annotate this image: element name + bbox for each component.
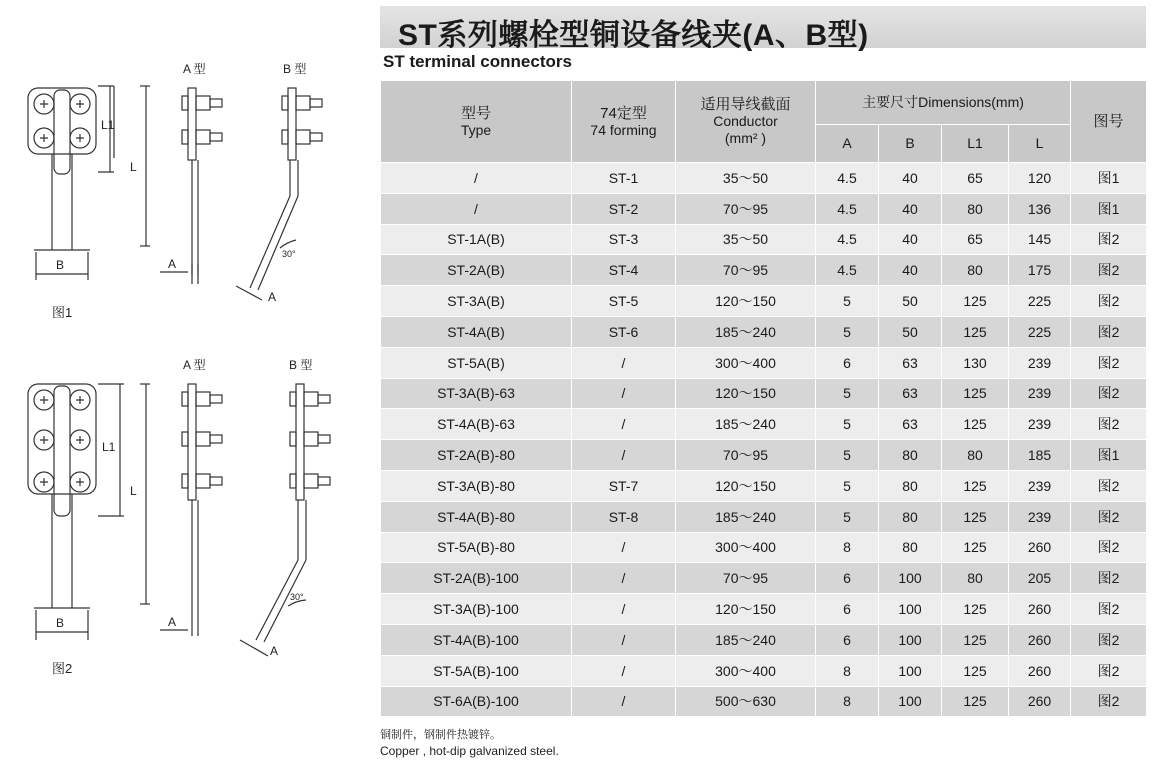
cell-forming: / xyxy=(572,594,676,625)
fig1-side-view-b xyxy=(236,88,322,300)
cell-dim-l: 239 xyxy=(1009,409,1071,440)
cell-dim-l1: 125 xyxy=(942,655,1009,686)
table-row xyxy=(381,286,1147,317)
cell-dim-a: 5 xyxy=(816,409,879,440)
cell-dim-a: 5 xyxy=(816,501,879,532)
fig1-type-b-label: B 型 xyxy=(283,62,307,76)
cell-dim-l: 239 xyxy=(1009,501,1071,532)
cell-conductor: 185～240 xyxy=(676,624,816,655)
cell-dim-l1: 125 xyxy=(942,316,1009,347)
fig1-a-label-right: A xyxy=(268,290,277,304)
cell-type: / xyxy=(381,193,572,224)
table-row xyxy=(381,378,1147,409)
header-conductor: 适用导线截面 Conductor (mm² ) xyxy=(676,81,816,163)
cell-dim-b: 50 xyxy=(879,286,942,317)
cell-dim-a: 8 xyxy=(816,655,879,686)
cell-conductor: 70～95 xyxy=(676,440,816,471)
cell-dim-l: 175 xyxy=(1009,255,1071,286)
fig1-l-label: L xyxy=(130,160,137,174)
title-bar xyxy=(380,6,1146,52)
cell-dim-l1: 80 xyxy=(942,255,1009,286)
cell-dim-l1: 80 xyxy=(942,193,1009,224)
fig1-front-view xyxy=(28,86,150,280)
fig2-a-label-left: A xyxy=(168,615,177,629)
header-type: 型号 Type xyxy=(381,81,572,163)
cell-type: ST-5A(B)-100 xyxy=(381,655,572,686)
cell-dim-l1: 125 xyxy=(942,532,1009,563)
cell-dim-l: 185 xyxy=(1009,440,1071,471)
cell-figure: 图2 xyxy=(1071,409,1147,440)
fig1-l1-label: L1 xyxy=(101,118,115,132)
cell-dim-b: 63 xyxy=(879,378,942,409)
header-dimensions: 主要尺寸Dimensions(mm) xyxy=(816,81,1071,125)
fig2-front-view xyxy=(28,384,150,640)
table-row xyxy=(381,409,1147,440)
cell-type: ST-4A(B) xyxy=(381,316,572,347)
cell-type: ST-2A(B)-100 xyxy=(381,563,572,594)
cell-conductor: 120～150 xyxy=(676,378,816,409)
table-row xyxy=(381,255,1147,286)
cell-dim-l: 145 xyxy=(1009,224,1071,255)
cell-dim-b: 100 xyxy=(879,594,942,625)
cell-dim-l: 136 xyxy=(1009,193,1071,224)
cell-dim-l: 260 xyxy=(1009,655,1071,686)
cell-figure: 图1 xyxy=(1071,440,1147,471)
fig1-caption: 图1 xyxy=(52,305,73,320)
table-row xyxy=(381,163,1147,194)
cell-forming: ST-5 xyxy=(572,286,676,317)
page-title: ST系列螺栓型铜设备线夹(A、B型) xyxy=(398,19,869,52)
cell-dim-a: 4.5 xyxy=(816,193,879,224)
table-row xyxy=(381,563,1147,594)
cell-dim-l: 260 xyxy=(1009,532,1071,563)
cell-figure: 图2 xyxy=(1071,655,1147,686)
header-figure: 图号 xyxy=(1071,81,1147,163)
header-dim-l1: L1 xyxy=(942,125,1009,163)
cell-figure: 图2 xyxy=(1071,624,1147,655)
fig2-side-view-a xyxy=(160,384,222,636)
cell-dim-b: 40 xyxy=(879,255,942,286)
cell-figure: 图2 xyxy=(1071,378,1147,409)
cell-dim-l1: 125 xyxy=(942,594,1009,625)
cell-conductor: 185～240 xyxy=(676,316,816,347)
cell-dim-b: 63 xyxy=(879,409,942,440)
cell-dim-b: 100 xyxy=(879,563,942,594)
cell-type: ST-3A(B)-100 xyxy=(381,594,572,625)
cell-dim-l: 260 xyxy=(1009,624,1071,655)
cell-conductor: 300～400 xyxy=(676,532,816,563)
table-row xyxy=(381,224,1147,255)
table-body xyxy=(381,163,1147,717)
cell-dim-l: 239 xyxy=(1009,378,1071,409)
drawings-panel xyxy=(0,0,370,763)
cell-forming: ST-3 xyxy=(572,224,676,255)
cell-figure: 图2 xyxy=(1071,470,1147,501)
cell-forming: ST-2 xyxy=(572,193,676,224)
table-row xyxy=(381,501,1147,532)
cell-forming: / xyxy=(572,655,676,686)
header-forming: 74定型 74 forming xyxy=(572,81,676,163)
cell-conductor: 185～240 xyxy=(676,501,816,532)
material-note-zh: 铜制件，钢制件热镀锌。 xyxy=(380,729,501,741)
cell-dim-a: 5 xyxy=(816,316,879,347)
cell-forming: ST-6 xyxy=(572,316,676,347)
cell-dim-a: 4.5 xyxy=(816,255,879,286)
cell-type: / xyxy=(381,163,572,194)
cell-dim-l: 225 xyxy=(1009,316,1071,347)
cell-type: ST-4A(B)-63 xyxy=(381,409,572,440)
cell-figure: 图2 xyxy=(1071,255,1147,286)
cell-conductor: 300～400 xyxy=(676,655,816,686)
cell-dim-a: 6 xyxy=(816,347,879,378)
cell-dim-l1: 65 xyxy=(942,224,1009,255)
fig1-a-label-left: A xyxy=(168,257,177,271)
fig2-l1-label: L1 xyxy=(102,440,116,454)
cell-dim-a: 6 xyxy=(816,563,879,594)
spec-table xyxy=(380,80,1147,717)
cell-dim-l1: 80 xyxy=(942,563,1009,594)
cell-figure: 图2 xyxy=(1071,532,1147,563)
fig1-b-label: B xyxy=(56,258,65,272)
fig1-side-view-a xyxy=(160,88,222,284)
cell-dim-a: 5 xyxy=(816,440,879,471)
cell-dim-b: 80 xyxy=(879,501,942,532)
fig2-type-a-label: A 型 xyxy=(183,358,206,372)
cell-forming: / xyxy=(572,409,676,440)
table-row xyxy=(381,655,1147,686)
cell-dim-l: 205 xyxy=(1009,563,1071,594)
connector-drawings xyxy=(0,0,370,763)
table-row xyxy=(381,686,1147,717)
material-note-en: Copper , hot-dip galvanized steel. xyxy=(380,744,559,758)
cell-type: ST-1A(B) xyxy=(381,224,572,255)
cell-conductor: 70～95 xyxy=(676,255,816,286)
cell-type: ST-4A(B)-100 xyxy=(381,624,572,655)
cell-conductor: 500～630 xyxy=(676,686,816,717)
cell-dim-a: 6 xyxy=(816,594,879,625)
table-row xyxy=(381,347,1147,378)
cell-dim-l: 239 xyxy=(1009,470,1071,501)
cell-dim-l: 260 xyxy=(1009,594,1071,625)
header-dim-b: B xyxy=(879,125,942,163)
cell-dim-l1: 80 xyxy=(942,440,1009,471)
cell-dim-a: 6 xyxy=(816,624,879,655)
cell-conductor: 120～150 xyxy=(676,286,816,317)
page-subtitle: ST terminal connectors xyxy=(383,52,572,71)
table-row xyxy=(381,532,1147,563)
cell-conductor: 35～50 xyxy=(676,163,816,194)
cell-type: ST-2A(B)-80 xyxy=(381,440,572,471)
cell-dim-l: 225 xyxy=(1009,286,1071,317)
cell-forming: / xyxy=(572,378,676,409)
cell-figure: 图2 xyxy=(1071,286,1147,317)
cell-dim-a: 5 xyxy=(816,470,879,501)
cell-dim-l1: 125 xyxy=(942,286,1009,317)
cell-dim-b: 40 xyxy=(879,163,942,194)
cell-forming: / xyxy=(572,624,676,655)
cell-dim-l1: 125 xyxy=(942,686,1009,717)
cell-conductor: 35～50 xyxy=(676,224,816,255)
cell-dim-b: 80 xyxy=(879,470,942,501)
cell-dim-b: 100 xyxy=(879,655,942,686)
table-row xyxy=(381,470,1147,501)
cell-forming: ST-1 xyxy=(572,163,676,194)
cell-figure: 图2 xyxy=(1071,686,1147,717)
cell-dim-a: 8 xyxy=(816,532,879,563)
cell-conductor: 70～95 xyxy=(676,193,816,224)
cell-type: ST-3A(B) xyxy=(381,286,572,317)
cell-forming: ST-7 xyxy=(572,470,676,501)
fig2-angle-label: 30° xyxy=(290,592,304,602)
cell-dim-a: 5 xyxy=(816,378,879,409)
fig2-l-label: L xyxy=(130,484,137,498)
cell-type: ST-5A(B) xyxy=(381,347,572,378)
cell-type: ST-2A(B) xyxy=(381,255,572,286)
cell-dim-l1: 125 xyxy=(942,470,1009,501)
cell-figure: 图2 xyxy=(1071,316,1147,347)
cell-type: ST-5A(B)-80 xyxy=(381,532,572,563)
cell-figure: 图2 xyxy=(1071,224,1147,255)
cell-dim-l: 239 xyxy=(1009,347,1071,378)
cell-conductor: 185～240 xyxy=(676,409,816,440)
cell-forming: / xyxy=(572,563,676,594)
cell-forming: / xyxy=(572,686,676,717)
cell-figure: 图2 xyxy=(1071,347,1147,378)
cell-dim-a: 5 xyxy=(816,286,879,317)
cell-figure: 图2 xyxy=(1071,501,1147,532)
cell-dim-b: 100 xyxy=(879,624,942,655)
cell-forming: ST-8 xyxy=(572,501,676,532)
cell-type: ST-4A(B)-80 xyxy=(381,501,572,532)
cell-dim-a: 8 xyxy=(816,686,879,717)
cell-forming: ST-4 xyxy=(572,255,676,286)
cell-dim-l1: 125 xyxy=(942,501,1009,532)
table-header xyxy=(381,81,1147,163)
cell-figure: 图1 xyxy=(1071,163,1147,194)
fig2-side-view-b xyxy=(240,384,330,656)
cell-conductor: 120～150 xyxy=(676,470,816,501)
cell-forming: / xyxy=(572,440,676,471)
cell-dim-b: 80 xyxy=(879,532,942,563)
table-row xyxy=(381,594,1147,625)
cell-dim-l1: 65 xyxy=(942,163,1009,194)
fig1-angle-label: 30° xyxy=(282,249,296,259)
cell-conductor: 70～95 xyxy=(676,563,816,594)
cell-figure: 图2 xyxy=(1071,594,1147,625)
cell-dim-a: 4.5 xyxy=(816,163,879,194)
cell-dim-l: 120 xyxy=(1009,163,1071,194)
cell-dim-l1: 125 xyxy=(942,624,1009,655)
fig2-caption: 图2 xyxy=(52,661,73,676)
cell-dim-b: 40 xyxy=(879,193,942,224)
cell-type: ST-3A(B)-63 xyxy=(381,378,572,409)
cell-dim-b: 50 xyxy=(879,316,942,347)
cell-dim-l1: 125 xyxy=(942,409,1009,440)
header-dim-a: A xyxy=(816,125,879,163)
cell-dim-l1: 125 xyxy=(942,378,1009,409)
cell-conductor: 120～150 xyxy=(676,594,816,625)
cell-figure: 图2 xyxy=(1071,563,1147,594)
cell-dim-l: 260 xyxy=(1009,686,1071,717)
cell-dim-l1: 130 xyxy=(942,347,1009,378)
cell-forming: / xyxy=(572,347,676,378)
cell-dim-a: 4.5 xyxy=(816,224,879,255)
cell-type: ST-3A(B)-80 xyxy=(381,470,572,501)
fig2-a-label-right: A xyxy=(270,644,279,658)
table-row xyxy=(381,316,1147,347)
table-row xyxy=(381,193,1147,224)
cell-dim-b: 63 xyxy=(879,347,942,378)
table-row xyxy=(381,624,1147,655)
header-dim-l: L xyxy=(1009,125,1071,163)
fig1-type-a-label: A 型 xyxy=(183,62,206,76)
fig2-b-label: B xyxy=(56,616,65,630)
cell-dim-b: 100 xyxy=(879,686,942,717)
cell-forming: / xyxy=(572,532,676,563)
fig2-type-b-label: B 型 xyxy=(289,358,313,372)
cell-conductor: 300～400 xyxy=(676,347,816,378)
cell-type: ST-6A(B)-100 xyxy=(381,686,572,717)
cell-dim-b: 80 xyxy=(879,440,942,471)
cell-figure: 图1 xyxy=(1071,193,1147,224)
cell-dim-b: 40 xyxy=(879,224,942,255)
table-row xyxy=(381,440,1147,471)
